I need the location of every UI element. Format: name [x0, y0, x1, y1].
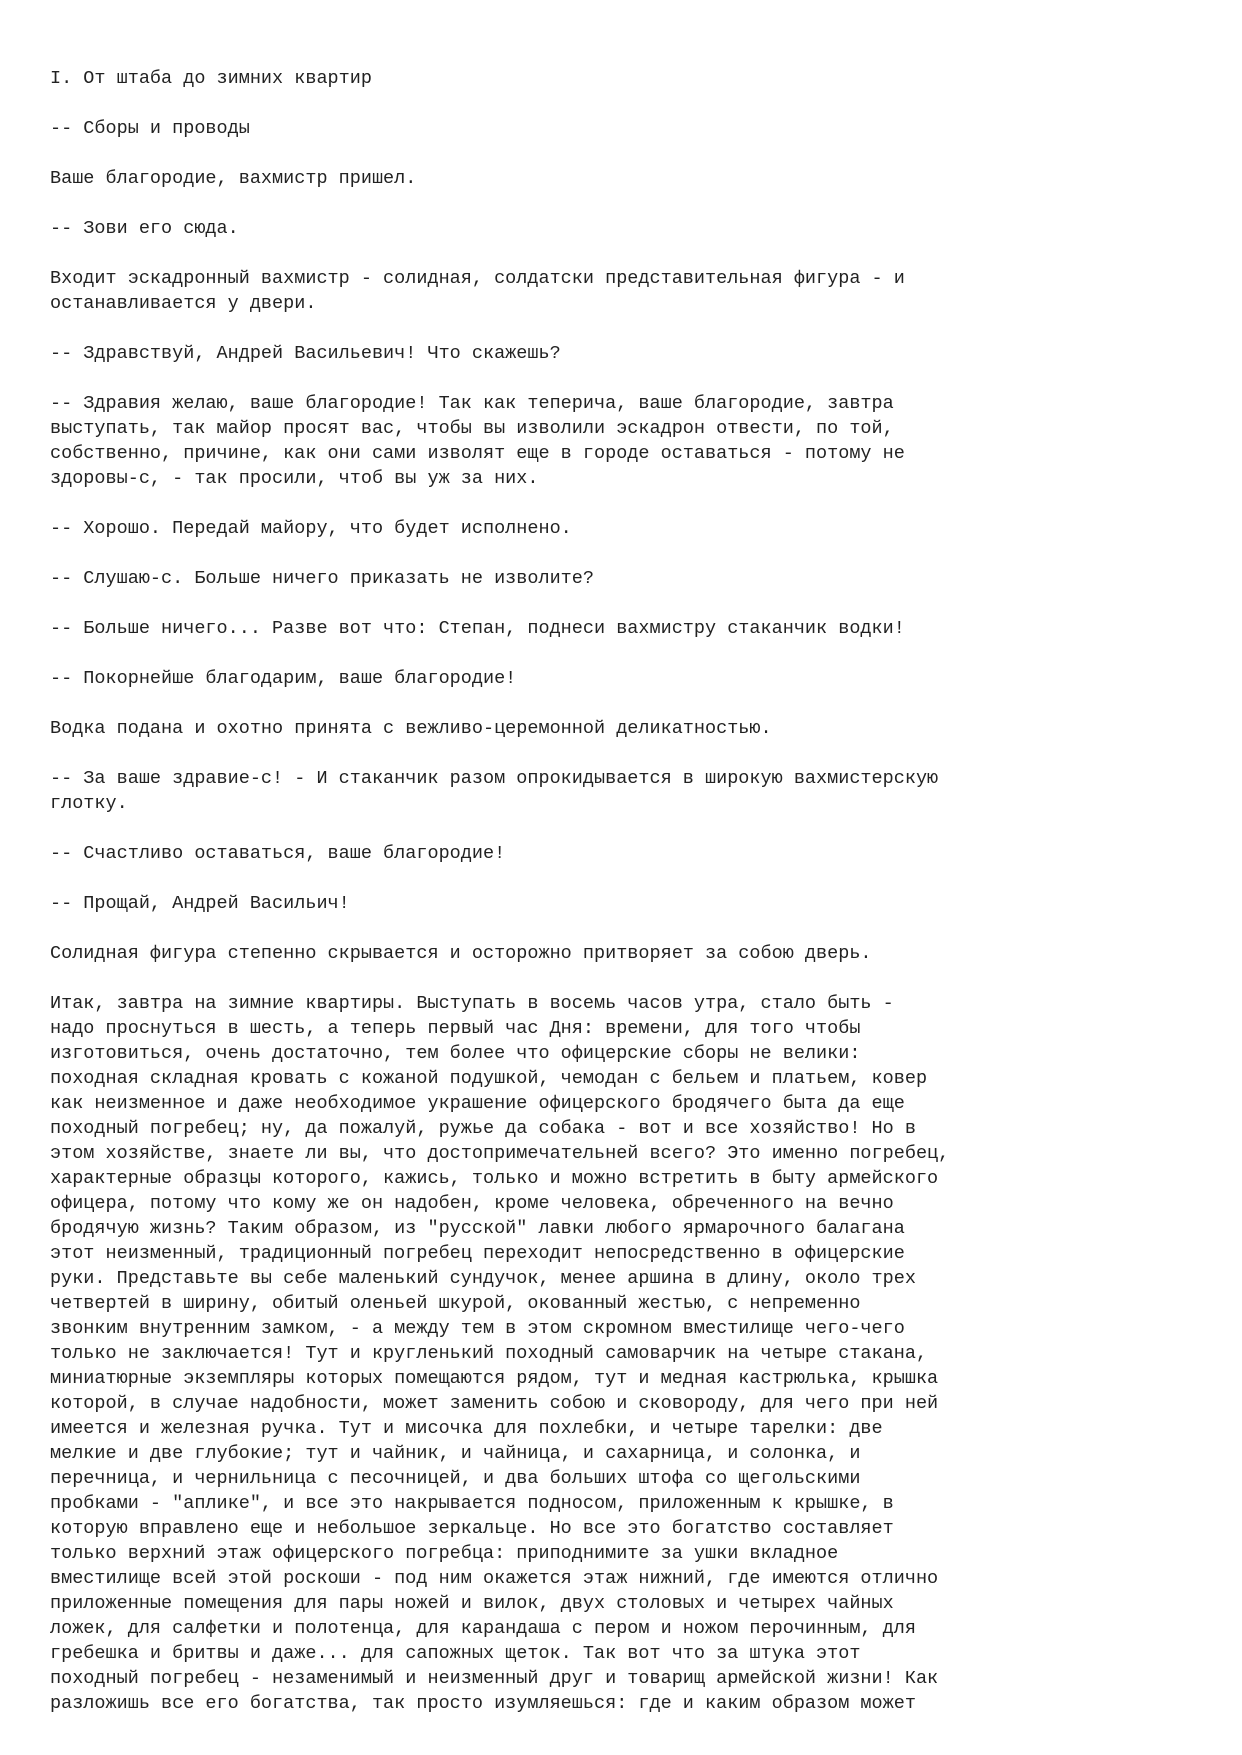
text-line: мелкие и две глубокие; тут и чайник, и чайница, и сахарница, и солонка, и	[50, 1443, 861, 1464]
paragraph	[50, 891, 1210, 916]
text-line: изготовиться, очень достаточно, тем более что офицерские сборы не велики:	[50, 1043, 861, 1064]
paragraph	[50, 216, 1210, 241]
text-line: здоровы-с, - так просили, чтоб вы уж за них.	[50, 468, 539, 489]
paragraph	[50, 66, 1210, 91]
text-line: имеется и железная ручка. Тут и мисочка для похлебки, и четыре тарелки: две	[50, 1418, 883, 1439]
text-line: собственно, причине, как они сами изволят еще в городе оставаться - потому не	[50, 443, 905, 464]
text-line: офицера, потому что кому же он надобен, кроме человека, обреченного на вечно	[50, 1193, 894, 1214]
paragraph	[50, 391, 1210, 491]
text-line: этот неизменный, традиционный погребец переходит непосредственно в офицерские	[50, 1243, 905, 1264]
text-line: -- Счастливо оставаться, ваше благородие!	[50, 843, 506, 864]
text-line: руки. Представьте вы себе маленький сундучок, менее аршина в длину, около трех	[50, 1268, 916, 1289]
text-line: -- Хорошо. Передай майору, что будет исполнено.	[50, 518, 572, 539]
text-line: -- Здравия желаю, ваше благородие! Так как теперича, ваше благородие, завтра	[50, 393, 894, 414]
text-line: походный погребец - незаменимый и неизменный друг и товарищ армейской жизни! Как	[50, 1668, 939, 1689]
text-line: -- Зови его сюда.	[50, 218, 239, 239]
text-line: которую вправлено еще и небольшое зеркальце. Но все это богатство составляет	[50, 1518, 894, 1539]
paragraph	[50, 616, 1210, 641]
text-line: пробками - "аплике", и все это накрывается подносом, приложенным к крышке, в	[50, 1493, 894, 1514]
text-line: Водка подана и охотно принята с вежливо-церемонной деликатностью.	[50, 718, 772, 739]
text-line: -- Покорнейше благодарим, ваше благородие!	[50, 668, 517, 689]
document-page	[50, 66, 1210, 1741]
paragraph	[50, 566, 1210, 591]
text-line: останавливается у двери.	[50, 293, 317, 314]
text-line: I. От штаба до зимних квартир	[50, 68, 372, 89]
text-line: бродячую жизнь? Таким образом, из "русской" лавки любого ярмарочного балагана	[50, 1218, 905, 1239]
text-line: как неизменное и даже необходимое украшение офицерского бродячего быта да еще	[50, 1093, 905, 1114]
text-line: Итак, завтра на зимние квартиры. Выступать в восемь часов утра, стало быть -	[50, 993, 894, 1014]
paragraph	[50, 166, 1210, 191]
paragraph	[50, 116, 1210, 141]
text-line: -- Больше ничего... Разве вот что: Степан, поднеси вахмистру стаканчик водки!	[50, 618, 905, 639]
text-line: приложенные помещения для пары ножей и вилок, двух столовых и четырех чайных	[50, 1593, 894, 1614]
text-line: характерные образцы которого, кажись, только и можно встретить в быту армейского	[50, 1168, 939, 1189]
text-line: миниатюрные экземпляры которых помещаются рядом, тут и медная кастрюлька, крышка	[50, 1368, 939, 1389]
text-line: ложек, для салфетки и полотенца, для карандаша с пером и ножом перочинным, для	[50, 1618, 916, 1639]
text-line: Солидная фигура степенно скрывается и осторожно притворяет за собою дверь.	[50, 943, 872, 964]
paragraph	[50, 941, 1210, 966]
text-line: Ваше благородие, вахмистр пришел.	[50, 168, 417, 189]
text-line: -- Слушаю-с. Больше ничего приказать не изволите?	[50, 568, 594, 589]
paragraph	[50, 716, 1210, 741]
text-line: звонким внутренним замком, - а между тем в этом скромном вместилище чего-чего	[50, 1318, 905, 1339]
text-line: выступать, так майор просят вас, чтобы вы изволили эскадрон отвести, по той,	[50, 418, 894, 439]
text-line: -- Сборы и проводы	[50, 118, 250, 139]
text-line: надо проснуться в шесть, а теперь первый час Дня: времени, для того чтобы	[50, 1018, 861, 1039]
text-line: четвертей в ширину, обитый оленьей шкурой, окованный жестью, с непременно	[50, 1293, 861, 1314]
text-line: этом хозяйстве, знаете ли вы, что достопримечательней всего? Это именно погребец,	[50, 1143, 950, 1164]
paragraph	[50, 766, 1210, 816]
text-line: -- Здравствуй, Андрей Васильевич! Что скажешь?	[50, 343, 561, 364]
text-line: гребешка и бритвы и даже... для сапожных щеток. Так вот что за штука этот	[50, 1643, 861, 1664]
paragraph	[50, 841, 1210, 866]
paragraph	[50, 991, 1210, 1716]
text-line: разложишь все его богатства, так просто изумляешься: где и каким образом может	[50, 1693, 916, 1714]
text-line: походный погребец; ну, да пожалуй, ружье да собака - вот и все хозяйство! Но в	[50, 1118, 916, 1139]
text-line: только не заключается! Тут и кругленький походный самоварчик на четыре стакана,	[50, 1343, 928, 1364]
text-line: вместилище всей этой роскоши - под ним окажется этаж нижний, где имеются отлично	[50, 1568, 939, 1589]
text-line: только верхний этаж офицерского погребца: приподнимите за ушки вкладное	[50, 1543, 839, 1564]
text-line: -- За ваше здравие-с! - И стаканчик разом опрокидывается в широкую вахмистерскую	[50, 768, 939, 789]
paragraph	[50, 341, 1210, 366]
paragraph	[50, 666, 1210, 691]
text-line: перечница, и чернильница с песочницей, и два больших штофа со щегольскими	[50, 1468, 861, 1489]
text-line: глотку.	[50, 793, 128, 814]
text-line: Входит эскадронный вахмистр - солидная, солдатски представительная фигура - и	[50, 268, 905, 289]
text-line: которой, в случае надобности, может заменить собою и сковороду, для чего при ней	[50, 1393, 939, 1414]
paragraph	[50, 516, 1210, 541]
text-line: -- Прощай, Андрей Васильич!	[50, 893, 350, 914]
paragraph	[50, 266, 1210, 316]
text-line: походная складная кровать с кожаной подушкой, чемодан с бельем и платьем, ковер	[50, 1068, 928, 1089]
